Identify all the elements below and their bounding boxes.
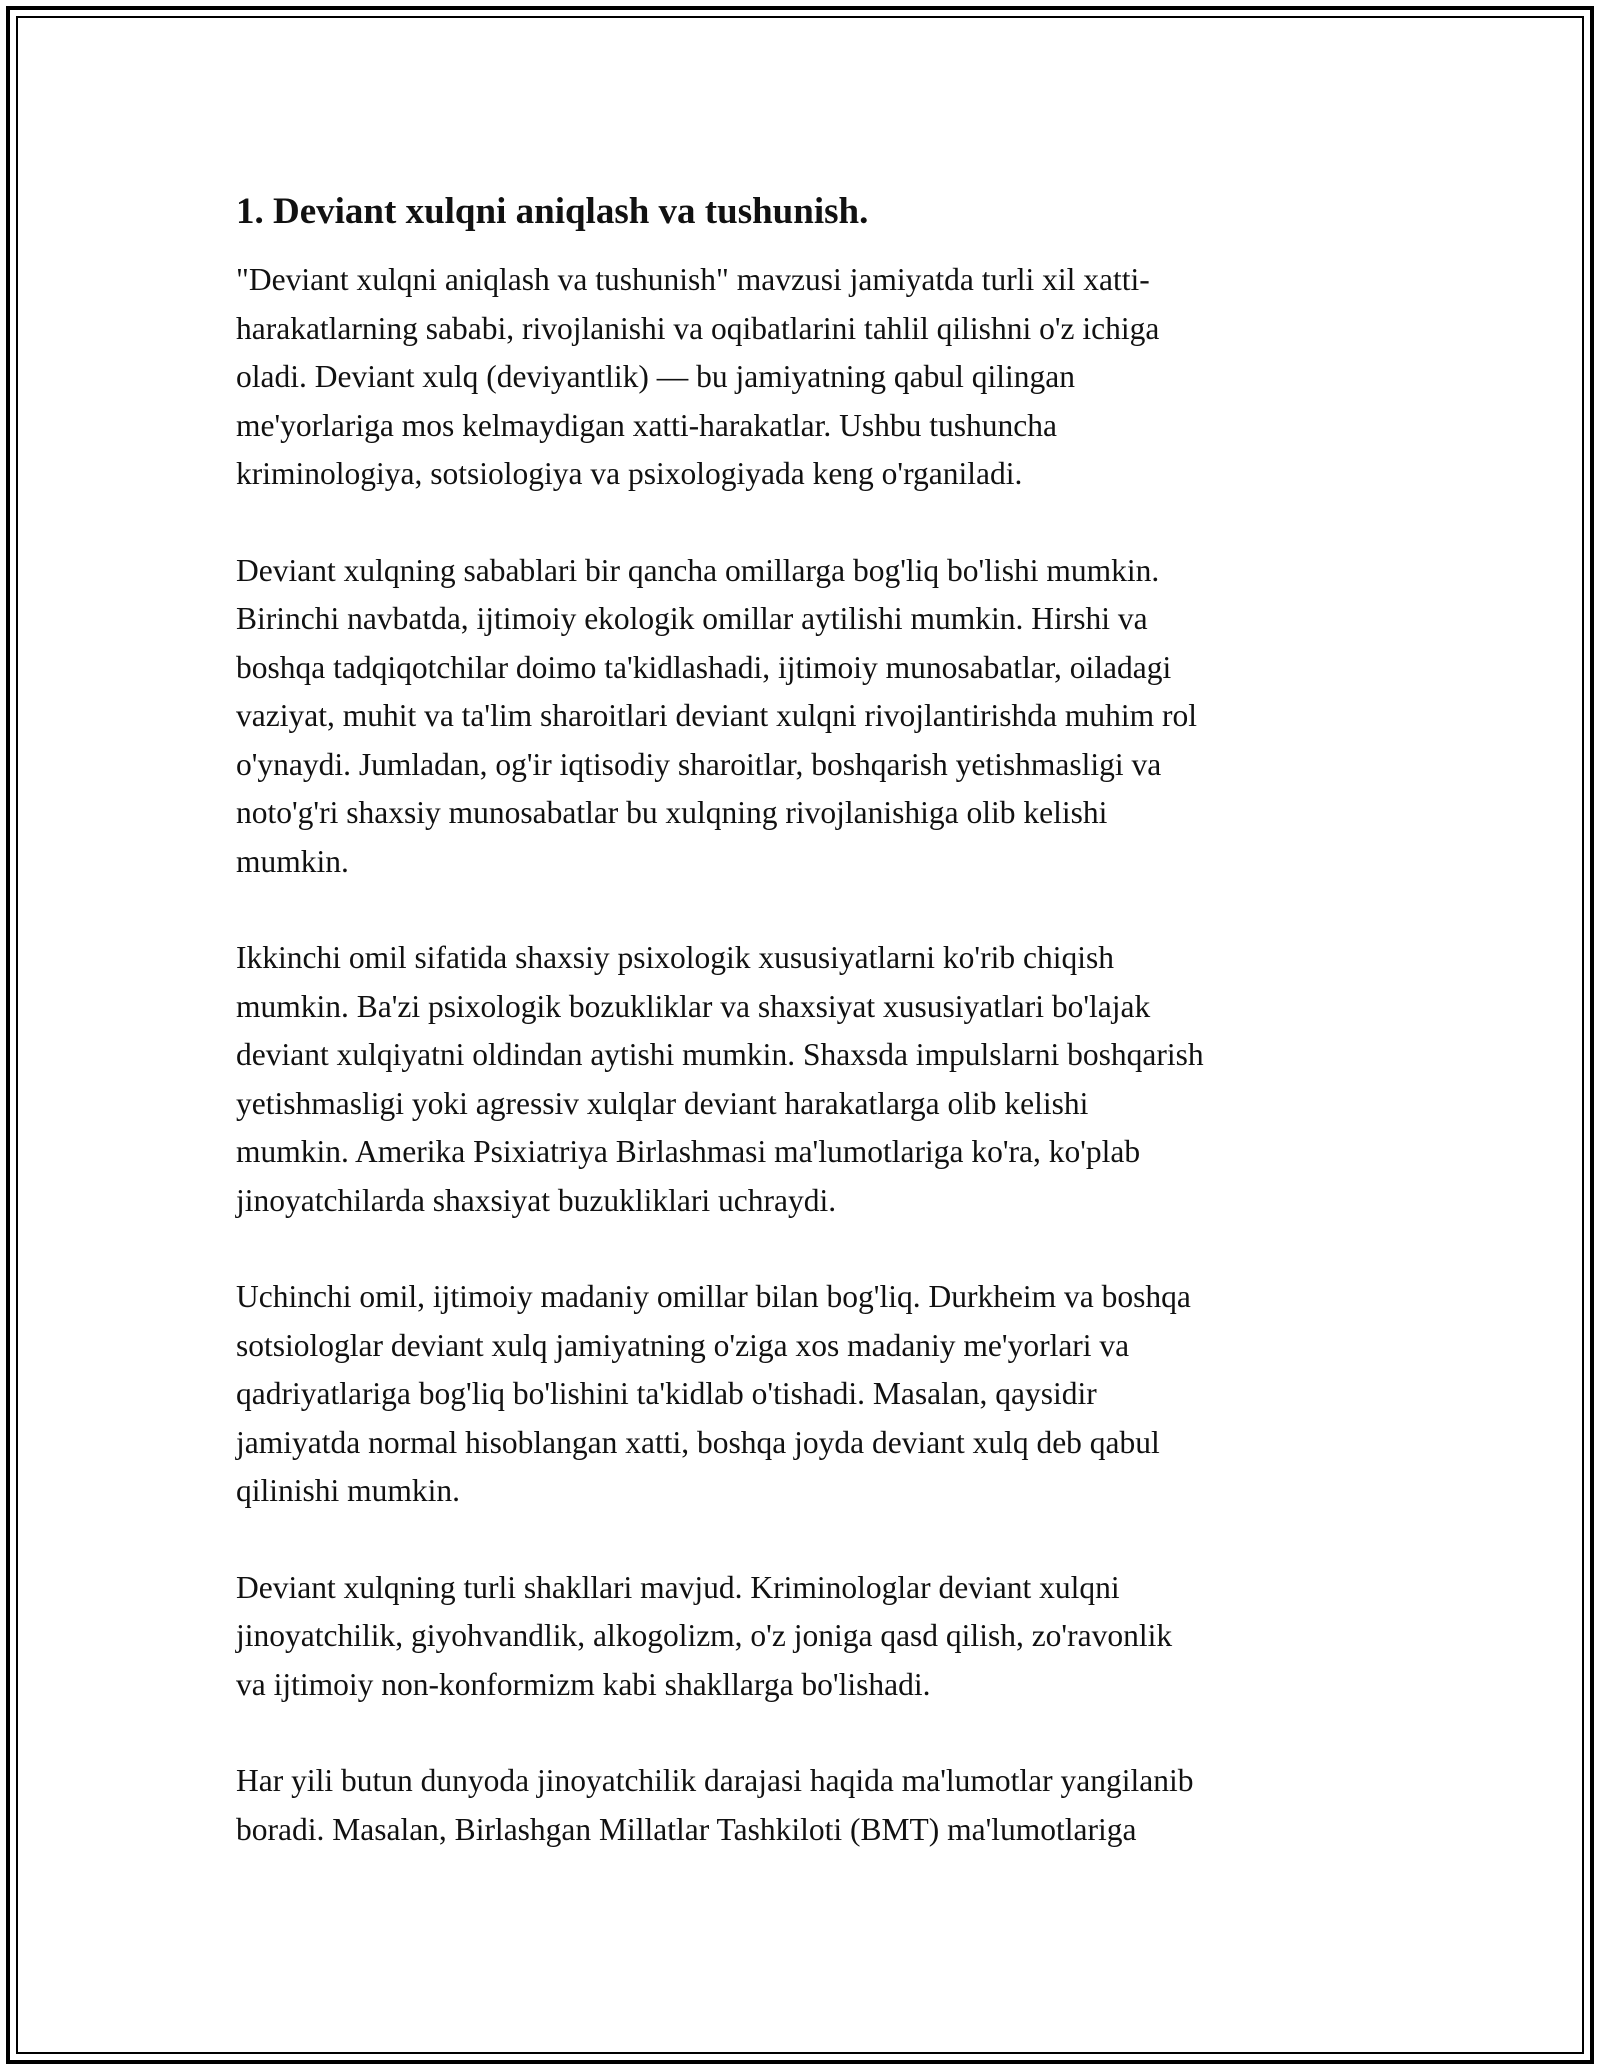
text-line: qilinishi mumkin. xyxy=(236,1473,461,1508)
text-line: jinoyatchilik, giyohvandlik, alkogolizm, o'z joniga qasd qilish, zo'ravonlik xyxy=(236,1618,1173,1653)
text-line: va ijtimoiy non-konformizm kabi shakllarga bo'lishadi. xyxy=(236,1666,931,1702)
text-line: qadriyatlariga bog'liq bo'lishini ta'kidlab o'tishadi. Masalan, qaysidir xyxy=(236,1376,1097,1411)
text-line: oladi. Deviant xulq (deviyantlik) — bu jamiyatning qabul qilingan xyxy=(236,359,1075,394)
text-line: noto'g'ri shaxsiy munosabatlar bu xulqning rivojlanishiga olib kelishi xyxy=(236,795,1108,830)
text-line: yetishmasligi yoki agressiv xulqlar deviant harakatlarga olib kelishi xyxy=(236,1085,1089,1121)
text-line: o'ynaydi. Jumladan, og'ir iqtisodiy sharoitlar, boshqarish yetishmasligi va xyxy=(236,746,1162,782)
text-line: vaziyat, muhit va ta'lim sharoitlari deviant xulqni rivojlantirishda muhim rol xyxy=(236,698,1197,733)
text-line: "Deviant xulqni aniqlash va tushunish" mavzusi jamiyatda turli xil xatti- xyxy=(236,262,1150,297)
text-line: deviant xulqiyatni oldindan aytishi mumkin. Shaxsda impulslarni boshqarish xyxy=(236,1037,1204,1072)
document-body xyxy=(236,186,1366,1902)
text-line: Deviant xulqning turli shakllari mavjud. Kriminologlar deviant xulqni xyxy=(236,1569,1120,1605)
paragraph-sociocultural xyxy=(236,1273,1366,1516)
text-line: kriminologiya, sotsiologiya va psixologiyada keng o'rganiladi. xyxy=(236,456,1023,491)
text-line: me'yorlariga mos kelmaydigan xatti-harakatlar. Ushbu tushuncha xyxy=(236,407,1057,443)
text-line: boshqa tadqiqotchilar doimo ta'kidlashadi, ijtimoiy munosabatlar, oiladagi xyxy=(236,649,1172,685)
text-line: jinoyatchilarda shaxsiyat buzukliklari uchraydi. xyxy=(236,1182,837,1218)
text-line: harakatlarning sababi, rivojlanishi va oqibatlarini tahlil qilishni o'z ichiga xyxy=(236,310,1160,346)
paragraph-statistics xyxy=(236,1757,1366,1854)
section-heading: 1. Deviant xulqni aniqlash va tushunish. xyxy=(236,191,869,232)
text-line: mumkin. xyxy=(236,843,349,879)
text-line: sotsiologlar deviant xulq jamiyatning o'ziga xos madaniy me'yorlari va xyxy=(236,1327,1130,1363)
text-line: Birinchi navbatda, ijtimoiy ekologik omillar aytilishi mumkin. Hirshi va xyxy=(236,601,1148,636)
text-line: Ikkinchi omil sifatida shaxsiy psixologik xususiyatlarni ko'rib chiqish xyxy=(236,940,1114,975)
paragraph-intro xyxy=(236,256,1366,499)
text-line: boradi. Masalan, Birlashgan Millatlar Tashkiloti (BMT) ma'lumotlariga xyxy=(236,1811,1137,1847)
paragraph-forms xyxy=(236,1564,1366,1710)
text-line: Uchinchi omil, ijtimoiy madaniy omillar bilan bog'liq. Durkheim va boshqa xyxy=(236,1279,1191,1314)
text-line: jamiyatda normal hisoblangan xatti, boshqa joyda deviant xulq deb qabul xyxy=(236,1424,1160,1460)
text-line: Deviant xulqning sabablari bir qancha omillarga bog'liq bo'lishi mumkin. xyxy=(236,552,1160,588)
text-line: mumkin. Ba'zi psixologik bozukliklar va shaxsiyat xususiyatlari bo'lajak xyxy=(236,988,1151,1024)
text-line: mumkin. Amerika Psixiatriya Birlashmasi ma'lumotlariga ko'ra, ko'plab xyxy=(236,1134,1141,1169)
text-line: Har yili butun dunyoda jinoyatchilik darajasi haqida ma'lumotlar yangilanib xyxy=(236,1763,1194,1798)
paragraph-psychological xyxy=(236,934,1366,1225)
paragraph-causes xyxy=(236,547,1366,887)
